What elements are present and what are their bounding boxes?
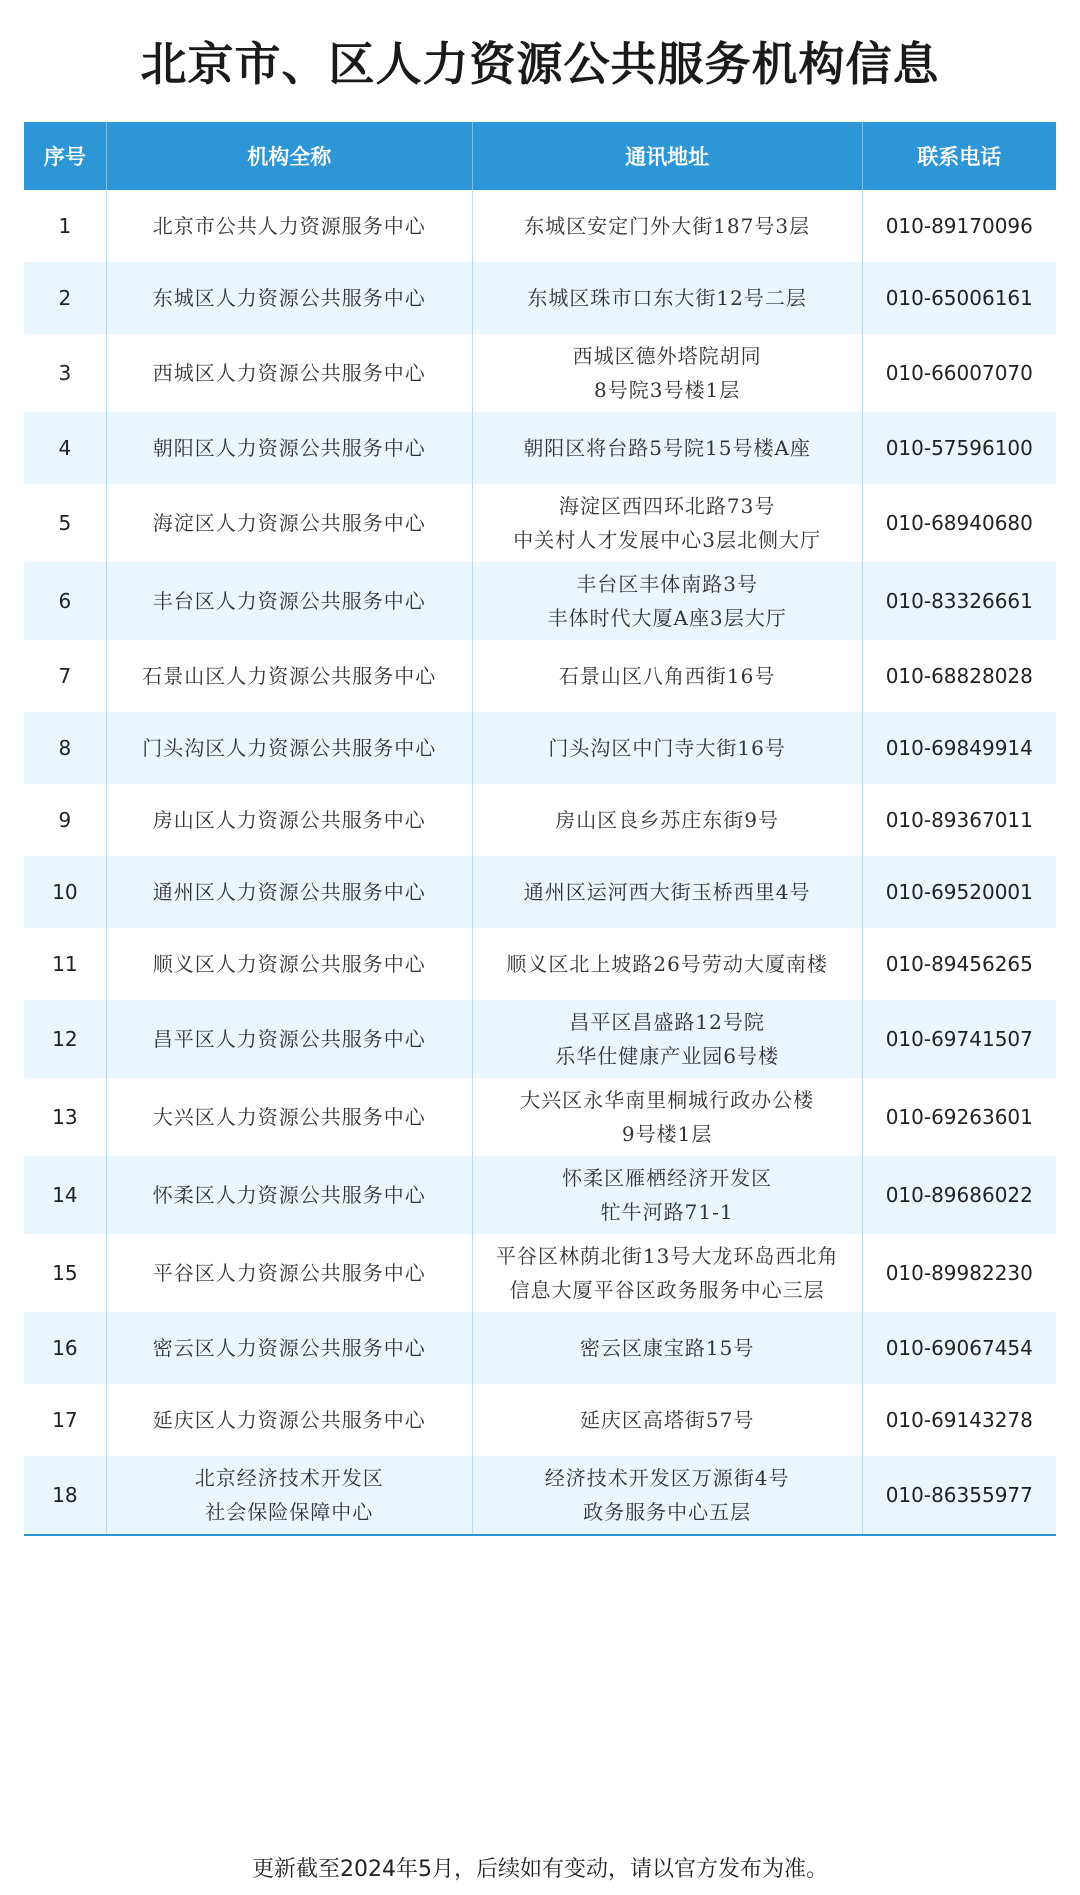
phone-number: 010-69143278 <box>885 1408 1033 1432</box>
row-index: 12 <box>24 1000 107 1078</box>
institution-address <box>473 190 863 262</box>
table-header <box>24 122 1056 190</box>
institution-address <box>473 412 863 484</box>
address-line: 门头沟区中门寺大街16号 <box>548 736 786 760</box>
phone-number: 010-69263601 <box>885 1105 1033 1129</box>
row-index: 9 <box>24 784 107 856</box>
row-index: 8 <box>24 712 107 784</box>
row-index: 3 <box>24 334 107 412</box>
table-row <box>24 856 1056 928</box>
institution-name-line: 怀柔区人力资源公共服务中心 <box>152 1183 426 1207</box>
address-line: 平谷区林荫北街13号大龙环岛西北角 <box>495 1244 839 1268</box>
table-row <box>24 334 1056 412</box>
phone-number: 010-69520001 <box>885 880 1033 904</box>
phone-number: 010-89456265 <box>885 952 1033 976</box>
table-row <box>24 640 1056 712</box>
footnote: 更新截至2024年5月，后续如有变动，请以官方发布为准。 <box>252 1857 828 1882</box>
table-row <box>24 784 1056 856</box>
address-line: 9号楼1层 <box>621 1122 713 1146</box>
header-name: 机构全称 <box>107 122 473 190</box>
row-index: 16 <box>24 1312 107 1384</box>
table-row <box>24 562 1056 640</box>
institution-address <box>473 484 863 562</box>
institution-address <box>473 712 863 784</box>
table-row <box>24 412 1056 484</box>
address-line: 朝阳区将台路5号院15号楼A座 <box>523 436 811 460</box>
phone-number: 010-69849914 <box>885 736 1033 760</box>
address-line: 房山区良乡苏庄东街9号 <box>555 808 779 832</box>
table-row <box>24 1156 1056 1234</box>
institution-name <box>107 484 473 562</box>
table-row <box>24 1000 1056 1078</box>
table-row <box>24 1312 1056 1384</box>
row-index: 7 <box>24 640 107 712</box>
institution-name <box>107 1384 473 1456</box>
institution-name-line: 西城区人力资源公共服务中心 <box>152 361 426 385</box>
row-index: 18 <box>24 1456 107 1534</box>
institution-name <box>107 334 473 412</box>
phone-number: 010-65006161 <box>885 286 1033 310</box>
institution-name <box>107 1234 473 1312</box>
institution-address <box>473 1000 863 1078</box>
header-index: 序号 <box>24 122 107 190</box>
institution-name <box>107 640 473 712</box>
row-index: 1 <box>24 190 107 262</box>
header-phone: 联系电话 <box>917 145 1002 169</box>
institution-name-line: 丰台区人力资源公共服务中心 <box>152 589 426 613</box>
address-line: 西城区德外塔院胡同 <box>572 344 762 368</box>
phone-number: 010-57596100 <box>885 436 1033 460</box>
row-index: 14 <box>24 1156 107 1234</box>
address-line: 大兴区永华南里桐城行政办公楼 <box>520 1088 815 1112</box>
row-index: 17 <box>24 1384 107 1456</box>
institution-name <box>107 412 473 484</box>
table-row <box>24 1234 1056 1312</box>
address-line: 乐华仕健康产业园6号楼 <box>555 1044 779 1068</box>
table-row <box>24 190 1056 262</box>
institution-name-line: 石景山区人力资源公共服务中心 <box>142 664 437 688</box>
address-line: 信息大厦平谷区政务服务中心三层 <box>509 1278 825 1302</box>
address-line: 政务服务中心五层 <box>583 1500 752 1524</box>
institution-name <box>107 928 473 1000</box>
table-row <box>24 1456 1056 1534</box>
table-row <box>24 712 1056 784</box>
table-row <box>24 262 1056 334</box>
institution-name <box>107 1078 473 1156</box>
institution-address <box>473 1234 863 1312</box>
institution-name-line: 社会保险保障中心 <box>205 1500 374 1524</box>
address-line: 怀柔区雁栖经济开发区 <box>562 1166 773 1190</box>
institution-address <box>473 1156 863 1234</box>
institution-name-line: 海淀区人力资源公共服务中心 <box>152 511 426 535</box>
phone-number: 010-89170096 <box>885 214 1033 238</box>
institution-name-line: 大兴区人力资源公共服务中心 <box>152 1105 426 1129</box>
row-index: 10 <box>24 856 107 928</box>
institution-name <box>107 262 473 334</box>
institution-name-line: 通州区人力资源公共服务中心 <box>152 880 426 904</box>
institution-name-line: 北京市公共人力资源服务中心 <box>152 214 426 238</box>
table-row <box>24 1384 1056 1456</box>
address-line: 东城区安定门外大街187号3层 <box>524 214 811 238</box>
institution-name <box>107 190 473 262</box>
table-row <box>24 484 1056 562</box>
institution-name <box>107 1156 473 1234</box>
institution-name-line: 延庆区人力资源公共服务中心 <box>152 1408 426 1432</box>
institution-address <box>473 1078 863 1156</box>
institution-name <box>107 1312 473 1384</box>
institution-name <box>107 1000 473 1078</box>
address-line: 中关村人才发展中心3层北侧大厅 <box>513 528 821 552</box>
phone-number: 010-69741507 <box>885 1027 1033 1051</box>
address-line: 通州区运河西大街玉桥西里4号 <box>523 880 811 904</box>
institution-address <box>473 1456 863 1534</box>
institution-address <box>473 1384 863 1456</box>
table-row <box>24 1078 1056 1156</box>
institution-address <box>473 262 863 334</box>
phone-number: 010-68940680 <box>885 511 1033 535</box>
institution-table <box>24 122 1056 1536</box>
institution-name <box>107 562 473 640</box>
institution-address <box>473 334 863 412</box>
institution-address <box>473 562 863 640</box>
address-line: 东城区珠市口东大街12号二层 <box>527 286 807 310</box>
address-line: 牤牛河路71-1 <box>600 1200 734 1224</box>
address-line: 密云区康宝路15号 <box>579 1336 755 1360</box>
institution-name-line: 门头沟区人力资源公共服务中心 <box>142 736 437 760</box>
address-line: 丰台区丰体南路3号 <box>576 572 758 596</box>
address-line: 顺义区北上坡路26号劳动大厦南楼 <box>506 952 828 976</box>
address-line: 石景山区八角西街16号 <box>558 664 776 688</box>
institution-address <box>473 928 863 1000</box>
address-line: 昌平区昌盛路12号院 <box>569 1010 765 1034</box>
header-address: 通讯地址 <box>473 122 863 190</box>
phone-number: 010-66007070 <box>885 361 1033 385</box>
institution-name-line: 北京经济技术开发区 <box>194 1466 384 1490</box>
institution-name-line: 平谷区人力资源公共服务中心 <box>152 1261 426 1285</box>
row-index: 4 <box>24 412 107 484</box>
institution-name-line: 顺义区人力资源公共服务中心 <box>152 952 426 976</box>
phone-number: 010-86355977 <box>885 1483 1033 1507</box>
table-row <box>24 928 1056 1000</box>
institution-name-line: 东城区人力资源公共服务中心 <box>152 286 426 310</box>
address-line: 经济技术开发区万源街4号 <box>544 1466 790 1490</box>
phone-number: 010-68828028 <box>885 664 1033 688</box>
row-index: 6 <box>24 562 107 640</box>
institution-name-line: 密云区人力资源公共服务中心 <box>152 1336 426 1360</box>
phone-number: 010-69067454 <box>885 1336 1033 1360</box>
phone-number: 010-83326661 <box>885 589 1033 613</box>
institution-name <box>107 1456 473 1534</box>
phone-number: 010-89982230 <box>885 1261 1033 1285</box>
institution-address <box>473 1312 863 1384</box>
row-index: 15 <box>24 1234 107 1312</box>
address-line: 8号院3号楼1层 <box>594 378 741 402</box>
institution-name-line: 房山区人力资源公共服务中心 <box>152 808 426 832</box>
row-index: 5 <box>24 484 107 562</box>
address-line: 海淀区西四环北路73号 <box>558 494 776 518</box>
row-index: 13 <box>24 1078 107 1156</box>
institution-address <box>473 640 863 712</box>
institution-name-line: 朝阳区人力资源公共服务中心 <box>152 436 426 460</box>
address-line: 丰体时代大厦A座3层大厅 <box>547 606 787 630</box>
address-line: 延庆区高塔街57号 <box>579 1408 755 1432</box>
institution-name-line: 昌平区人力资源公共服务中心 <box>152 1027 426 1051</box>
row-index: 11 <box>24 928 107 1000</box>
institution-address <box>473 856 863 928</box>
row-index: 2 <box>24 262 107 334</box>
institution-name <box>107 856 473 928</box>
table-body <box>24 190 1056 1534</box>
phone-number: 010-89686022 <box>885 1183 1033 1207</box>
phone-number: 010-89367011 <box>885 808 1033 832</box>
page-title: 北京市、区人力资源公共服务机构信息 <box>140 37 940 91</box>
institution-name <box>107 712 473 784</box>
institution-name <box>107 784 473 856</box>
institution-address <box>473 784 863 856</box>
